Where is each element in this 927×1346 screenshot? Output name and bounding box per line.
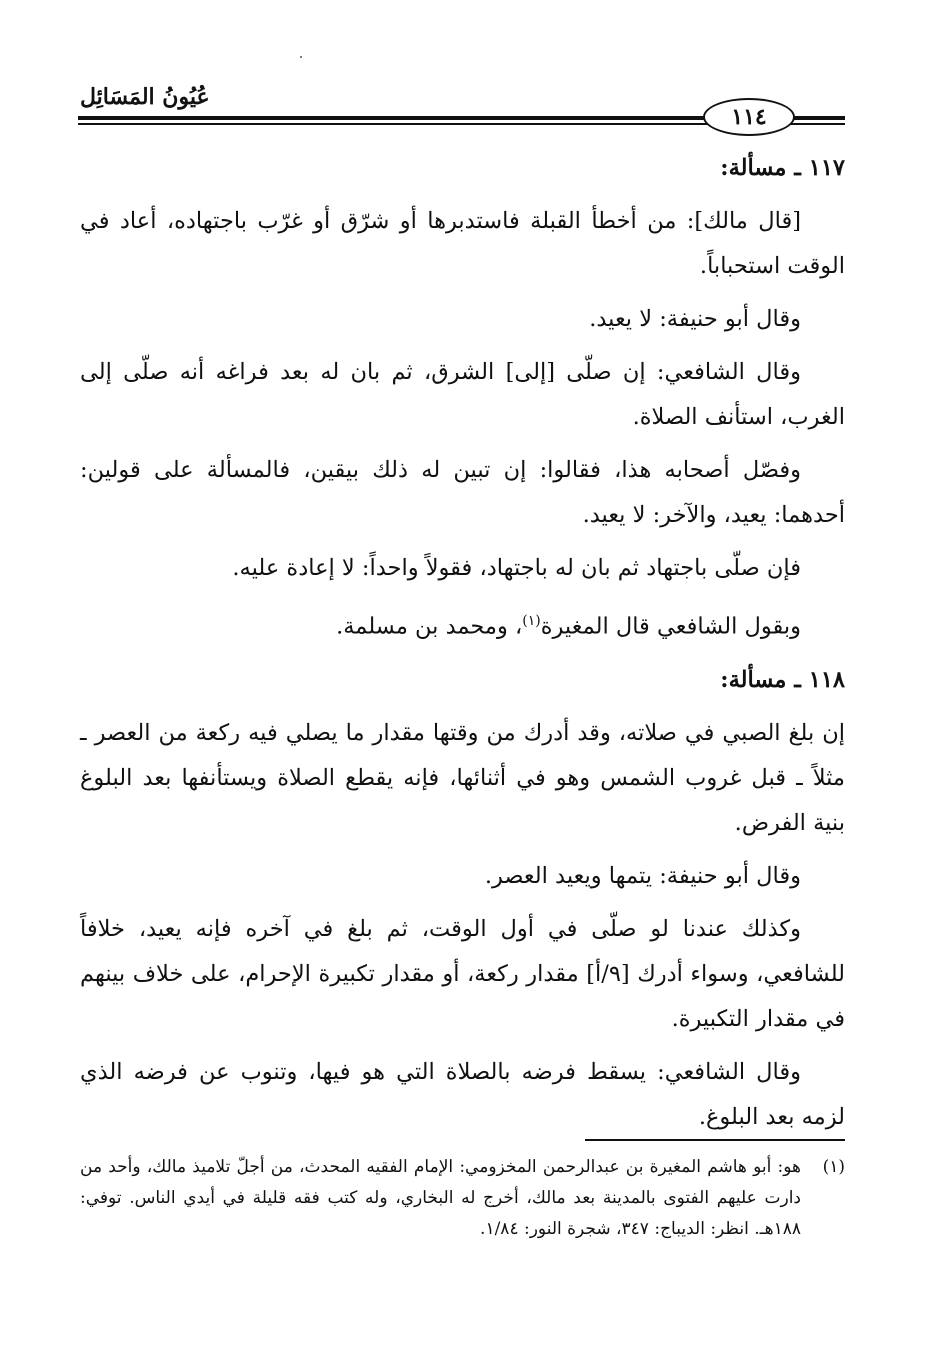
scan-speck [300, 56, 302, 58]
page-header [78, 72, 845, 132]
paragraph: وقال الشافعي: يسقط فرضه بالصلاة التي هو فيها، وتنوب عن فرضه الذي لزمه بعد البلوغ. [80, 1058, 845, 1130]
main-text [80, 146, 845, 1148]
paragraph-text: ، ومحمد بن مسلمة. [336, 613, 523, 640]
paragraph: وقال أبو حنيفة: يتمها ويعيد العصر. [484, 862, 801, 889]
running-title: عُيُونُ المَسَائِل [80, 84, 210, 110]
question-117-heading: ١١٧ ـ مسألة: [720, 155, 845, 181]
footnote-marker: (١) [822, 1157, 845, 1177]
footnote-separator [585, 1139, 845, 1141]
page-number-badge: ١١٤ [703, 98, 795, 136]
paragraph: إن بلغ الصبي في صلاته، وقد أدرك من وقتها مقدار ما يصلي فيه ركعة من العصر ـ مثلاً ـ قبل غروب الشمس وهو في أثنائها، فإنه يقطع الصلاة ويستأنفها بعد البلوغ بنية الفرض. [80, 719, 845, 836]
footnotes [80, 1152, 845, 1245]
paragraph-with-note [80, 599, 845, 650]
paragraph: فإن صلّى باجتهاد ثم بان له باجتهاد، فقولاً واحداً: لا إعادة عليه. [232, 555, 801, 581]
footnote [80, 1152, 845, 1245]
paragraph: وكذلك عندنا لو صلّى في أول الوقت، ثم بلغ في آخره فإنه يعيد، خلافاً للشافعي، وسواء أدرك [٩/أ] مقدار ركعة، أو مقدار تكبيرة الإحرام، على خلاف بينهم في مقدار التكبيرة. [80, 915, 845, 1032]
footnote-text: هو: أبو هاشم المغيرة بن عبدالرحمن المخزومي: الإمام الفقيه المحدث، من أجلّ تلاميذ مالك، وأحد من دارت عليهم الفتوى بالمدينة بعد مالك، أخرج له البخاري، وله كتب فقه قليلة في أيدي الناس. توفي: ١٨٨هـ. انظر: الديباج: ٣٤٧، شجرة النور: ١/٨٤. [80, 1157, 801, 1239]
paragraph-text: وبقول الشافعي قال المغيرة [540, 613, 801, 640]
question-118-heading: ١١٨ ـ مسألة: [720, 666, 845, 693]
paragraph: وقال الشافعي: إن صلّى [إلى] الشرق، ثم بان له بعد فراغه أنه صلّى إلى الغرب، استأنف الصلاة. [80, 359, 845, 430]
paragraph: [قال مالك]: من أخطأ القبلة فاستدبرها أو شرّق أو غرّب باجتهاده، أعاد في الوقت استحباباً. [80, 208, 845, 279]
paragraph: وفصّل أصحابه هذا، فقالوا: إن تبين له ذلك بيقين، فالمسألة على قولين: أحدهما: يعيد، والآخر: لا يعيد. [80, 457, 845, 528]
paragraph: وقال أبو حنيفة: لا يعيد. [589, 306, 801, 332]
footnote-reference[interactable]: (١) [522, 613, 541, 629]
